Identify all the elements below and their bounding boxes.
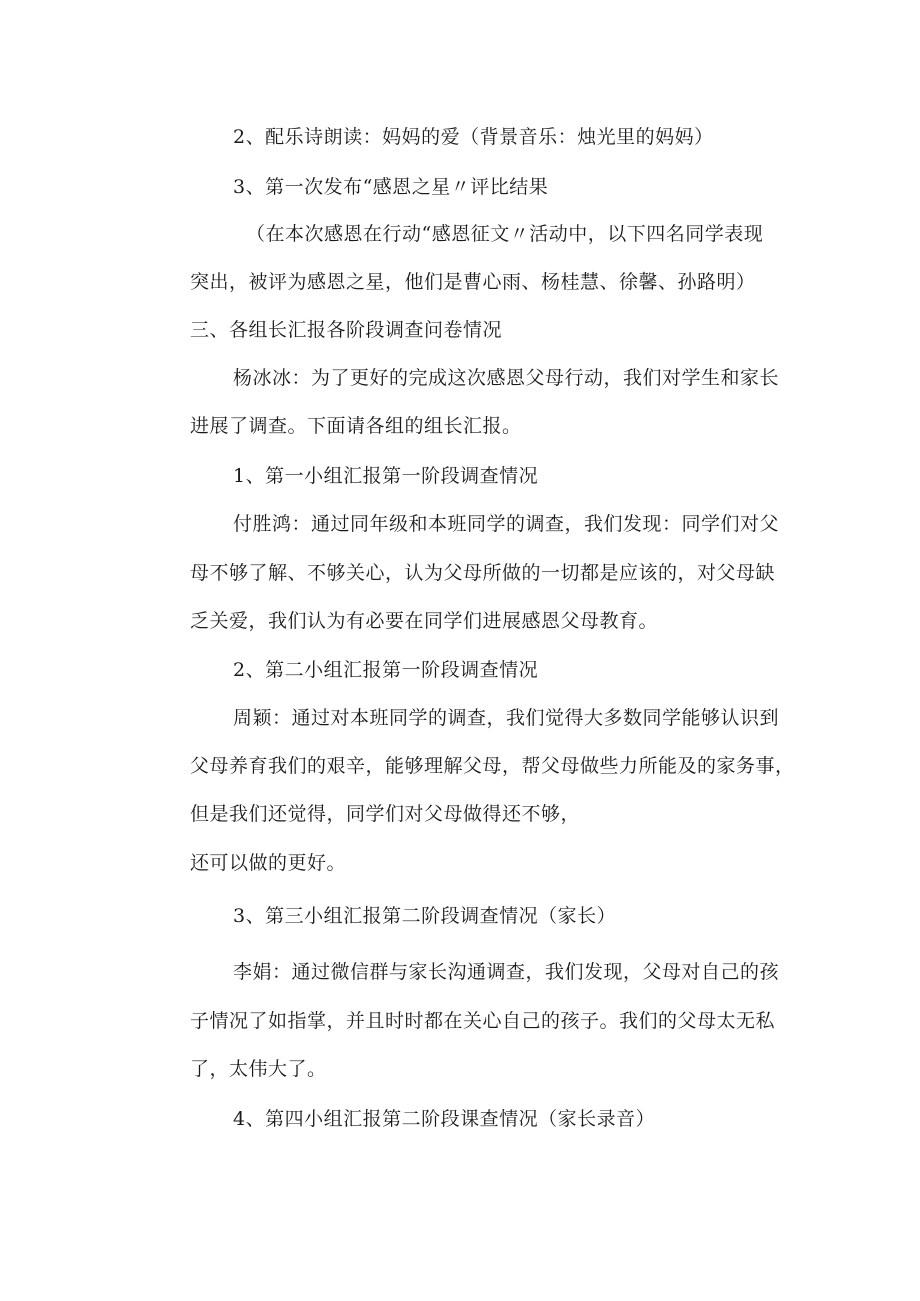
- paragraph-line: 进展了调查。下面请各组的组长汇报。: [190, 415, 522, 437]
- paragraph-line: 母不够了解、不够关心，认为父母所做的一切都是应该的，对父母缺: [190, 562, 776, 584]
- paragraph-line: 但是我们还觉得，同学们对父母做得还不够，: [190, 803, 581, 825]
- paragraph-line: 还可以做的更好。: [190, 852, 347, 874]
- paragraph-line: 突出，被评为感恩之星，他们是曹心雨、杨桂慧、徐馨、孙路明）: [190, 271, 756, 293]
- paragraph-line: 乏关爱，我们认为有必要在同学们进展感恩父母教育。: [190, 610, 659, 632]
- group-report-heading: 4、第四小组汇报第二阶段课查情况（家长录音）: [233, 1108, 656, 1130]
- program-item-poem: 2、配乐诗朗读：妈妈的爱（背景音乐：烛光里的妈妈）: [233, 126, 714, 148]
- paragraph-line: 李娟：通过微信群与家长沟通调查，我们发现，父母对自己的孩: [233, 961, 780, 983]
- program-item-star-award: 3、第一次发布“感恩之星〃评比结果: [233, 176, 549, 198]
- paragraph-line: 子情况了如指掌，并且时时都在关心自己的孩子。我们的父母太无私: [190, 1010, 776, 1032]
- paragraph-line: 杨冰冰：为了更好的完成这次感恩父母行动，我们对学生和家长: [233, 367, 780, 389]
- section-heading: 三、各组长汇报各阶段调查问卷情况: [190, 319, 503, 341]
- paragraph-line: 父母养育我们的艰辛，能够理解父母，帮父母做些力所能及的家务事，: [190, 755, 795, 777]
- paragraph-line: 付胜鸿：通过同年级和本班同学的调查，我们发现：同学们对父: [233, 513, 780, 535]
- paragraph-line: 周颖：通过对本班同学的调查，我们觉得大多数同学能够认识到: [233, 707, 780, 729]
- paragraph-line: （在本次感恩在行动“感恩征文〃活动中，以下四名同学表现: [246, 223, 764, 245]
- group-report-heading: 2、第二小组汇报第一阶段调查情况: [233, 659, 539, 681]
- group-report-heading: 1、第一小组汇报第一阶段调查情况: [233, 465, 539, 487]
- paragraph-line: 了，太伟大了。: [190, 1058, 327, 1080]
- group-report-heading: 3、第三小组汇报第二阶段调查情况（家长）: [233, 905, 617, 927]
